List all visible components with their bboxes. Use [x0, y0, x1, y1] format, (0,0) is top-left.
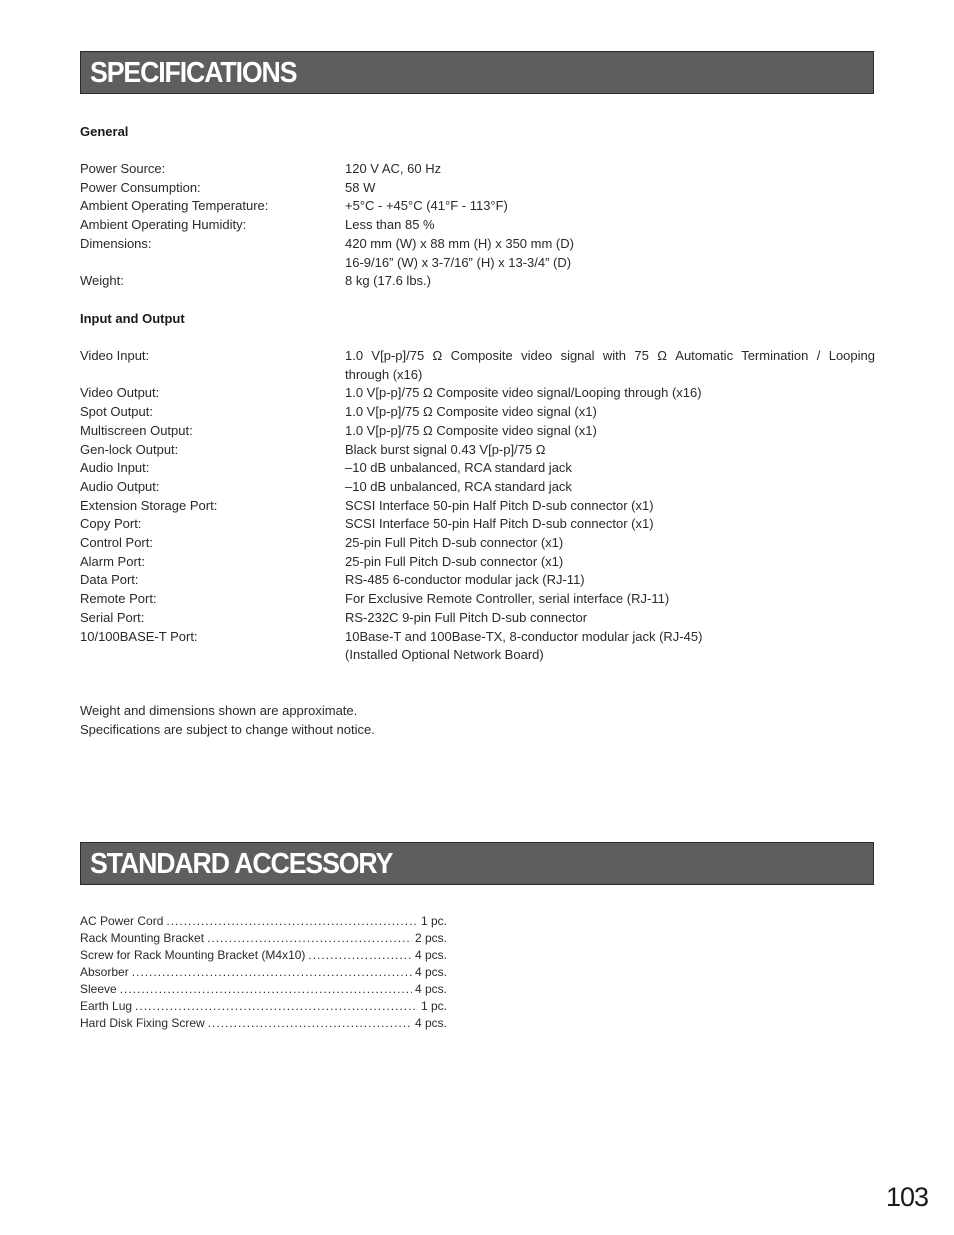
spec-value: 25-pin Full Pitch D-sub connector (x1) [345, 553, 564, 569]
spec-label: Power Consumption: [80, 179, 201, 195]
spec-value: 1.0 V[p-p]/75 Ω Composite video signal (x1) [345, 404, 597, 420]
spec-label: Video Input: [80, 348, 150, 363]
accessory-name: Rack Mounting Bracket [80, 931, 205, 945]
spec-label: Multiscreen Output: [80, 422, 193, 438]
spec-value: Less than 85 % [345, 217, 435, 233]
spec-value: +5°C - +45°C (41°F - 113°F) [345, 198, 508, 214]
spec-label: Video Output: [80, 385, 160, 401]
spec-value: RS-232C 9-pin Full Pitch D-sub connector [345, 609, 588, 625]
spec-value: 1.0 V[p-p]/75 Ω Composite video signal/Looping through (x16) [345, 385, 702, 401]
spec-label: 10/100BASE-T Port: [80, 628, 198, 644]
spec-label: Copy Port: [80, 516, 142, 532]
accessory-name: Hard Disk Fixing Screw [80, 1016, 205, 1030]
accessory-item [80, 931, 447, 948]
note-approximate: Weight and dimensions shown are approximate. [80, 703, 358, 718]
dot-leader [132, 965, 412, 979]
spec-label: Audio Output: [80, 478, 160, 494]
accessory-qty: 4 pcs. [414, 1016, 447, 1030]
dot-leader [308, 948, 412, 962]
spec-label: Data Port: [80, 572, 139, 588]
spec-label: Ambient Operating Temperature: [80, 198, 269, 214]
accessory-item [80, 914, 447, 931]
spec-label: Extension Storage Port: [80, 497, 218, 513]
accessory-qty: 1 pc. [420, 914, 447, 928]
spec-value: 1.0 V[p-p]/75 Ω Composite video signal with 75 Ω Automatic Termination / Looping through (x16) [345, 348, 875, 382]
spec-label: Serial Port: [80, 609, 145, 625]
accessory-item [80, 948, 447, 965]
spec-label: Alarm Port: [80, 553, 146, 569]
accessory-name: Screw for Rack Mounting Bracket (M4x10) [80, 948, 306, 962]
spec-value: Black burst signal 0.43 V[p-p]/75 Ω [345, 441, 546, 457]
accessory-item [80, 965, 447, 982]
spec-value: RS-485 6-conductor modular jack (RJ-11) [345, 572, 585, 588]
spec-value: 10Base-T and 100Base-TX, 8-conductor modular jack (RJ-45) (Installed Optional Network Board) [345, 628, 703, 663]
spec-value: 25-pin Full Pitch D-sub connector (x1) [345, 535, 564, 550]
spec-value: 1.0 V[p-p]/75 Ω Composite video signal (x1) [345, 422, 597, 438]
dot-leader [135, 999, 418, 1013]
page-number: 103 [886, 1182, 929, 1212]
spec-value: –10 dB unbalanced, RCA standard jack [345, 478, 572, 494]
dot-leader [208, 1016, 412, 1030]
accessory-item [80, 982, 447, 999]
accessory-qty: 4 pcs. [414, 982, 447, 996]
spec-value: 420 mm (W) x 88 mm (H) x 350 mm (D) 16-9/16” (W) x 3-7/16” (H) x 13-3/4” (D) [345, 235, 574, 270]
accessory-qty: 4 pcs. [414, 965, 447, 979]
accessory-item [80, 1016, 447, 1033]
spec-label: Spot Output: [80, 404, 153, 420]
accessory-name: Sleeve [80, 982, 117, 996]
input-output-heading: Input and Output [80, 311, 185, 326]
accessory-qty: 2 pcs. [414, 931, 447, 945]
spec-value: For Exclusive Remote Controller, serial interface (RJ-11) [345, 591, 670, 607]
spec-value: 8 kg (17.6 lbs.) [345, 273, 431, 289]
spec-value: SCSI Interface 50-pin Half Pitch D-sub connector (x1) [345, 516, 654, 532]
accessory-qty: 1 pc. [420, 999, 447, 1013]
note-change-notice: Specifications are subject to change without notice. [80, 722, 375, 737]
accessory-name: AC Power Cord [80, 914, 164, 928]
specifications-header [80, 51, 874, 94]
spec-value: 58 W [345, 179, 376, 195]
spec-label: Dimensions: [80, 235, 152, 251]
general-heading: General [80, 124, 129, 139]
accessory-qty: 4 pcs. [414, 948, 447, 962]
spec-value: SCSI Interface 50-pin Half Pitch D-sub connector (x1) [345, 497, 654, 513]
accessory-item [80, 999, 447, 1016]
accessory-name: Absorber [80, 965, 129, 979]
dot-leader [120, 982, 412, 996]
specifications-title: SPECIFICATIONS [90, 57, 297, 89]
standard-accessory-header [80, 842, 874, 885]
spec-label: Audio Input: [80, 460, 150, 476]
dot-leader [207, 931, 412, 945]
dot-leader [166, 914, 418, 928]
accessory-name: Earth Lug [80, 999, 133, 1013]
spec-label: Gen-lock Output: [80, 441, 179, 457]
spec-label: Remote Port: [80, 591, 157, 607]
spec-label: Weight: [80, 273, 124, 289]
spec-label: Power Source: [80, 161, 166, 176]
spec-label: Ambient Operating Humidity: [80, 217, 247, 233]
spec-value: –10 dB unbalanced, RCA standard jack [345, 460, 572, 476]
spec-label: Control Port: [80, 535, 153, 550]
spec-value: 120 V AC, 60 Hz [345, 161, 442, 176]
standard-accessory-title: STANDARD ACCESSORY [90, 848, 393, 880]
